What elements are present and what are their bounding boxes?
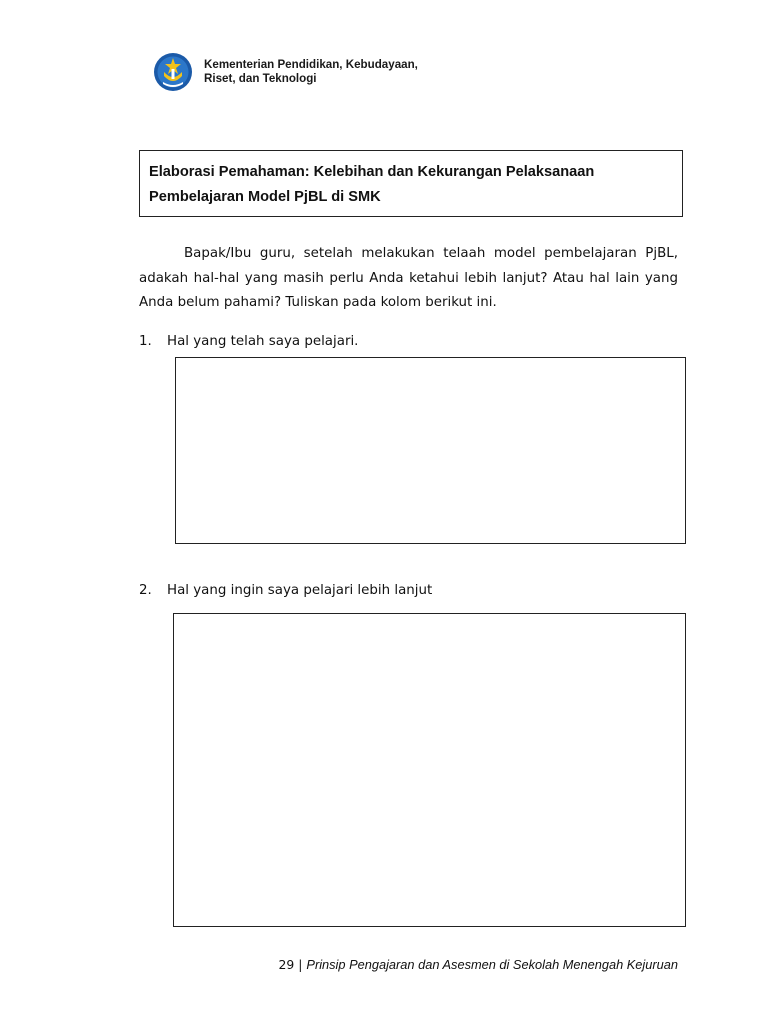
answer-box-learned[interactable]: [175, 357, 686, 544]
intro-paragraph: Bapak/Ibu guru, setelah melakukan telaah model pembelajaran PjBL, adakah hal-hal yang masih perlu Anda ketahui lebih lanjut? Atau hal lain yang Anda belum pahami? Tuliskan pada kolom berikut ini.: [139, 246, 678, 310]
list-item-text: Hal yang ingin saya pelajari lebih lanjut: [167, 583, 433, 598]
section-title-line-2: Pembelajaran Model PjBL di SMK: [149, 189, 381, 205]
list-item-number: 1.: [139, 334, 152, 349]
list-item-1: [139, 333, 358, 351]
list-item-2: [139, 582, 432, 600]
list-item-number: 2.: [139, 583, 152, 598]
ministry-name: [204, 58, 418, 86]
ministry-line-2: Riset, dan Teknologi: [204, 72, 317, 85]
answer-box-to-learn[interactable]: [173, 613, 686, 927]
book-title: Prinsip Pengajaran dan Asesmen di Sekolah Menengah Kejuruan: [306, 957, 678, 972]
page-number: 29: [278, 957, 295, 972]
list-item-text: Hal yang telah saya pelajari.: [167, 334, 359, 349]
document-header: [153, 52, 418, 92]
section-title-line-1: Elaborasi Pemahaman: Kelebihan dan Kekurangan Pelaksanaan: [149, 164, 595, 180]
ministry-line-1: Kementerian Pendidikan, Kebudayaan,: [204, 58, 418, 71]
page-footer: [279, 956, 678, 974]
tut-wuri-handayani-logo-icon: [153, 52, 193, 92]
section-title-box: [139, 150, 683, 217]
footer-separator: |: [298, 957, 303, 972]
